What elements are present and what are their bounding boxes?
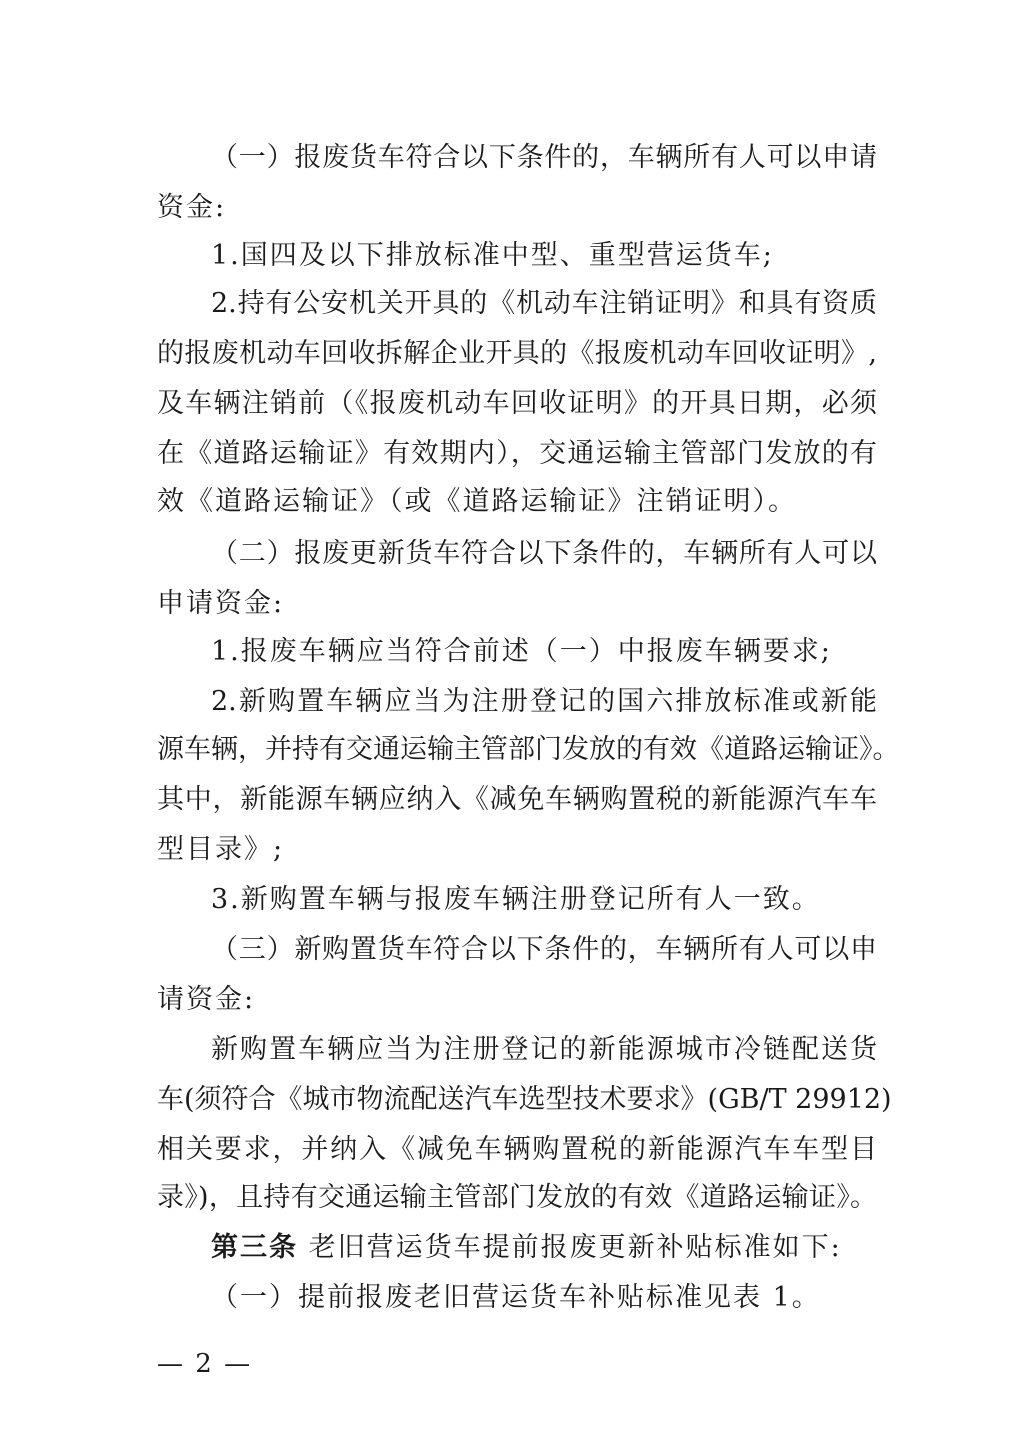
paragraph-line: 请资金:: [157, 984, 256, 1015]
paragraph-line: 效《道路运输证》（或《道路运输证》注销证明）。: [157, 486, 797, 517]
paragraph-line: 的报废机动车回收拆解企业开具的《报废机动车回收证明》,: [157, 338, 877, 369]
paragraph-line: 1.报废车辆应当符合前述（一）中报废车辆要求;: [211, 636, 832, 667]
paragraph-line: 2.新购置车辆应当为注册登记的国六排放标准或新能: [211, 686, 877, 717]
paragraph-line: 3.新购置车辆与报废车辆注册登记所有人一致。: [211, 884, 821, 915]
paragraph-line: 录》)，且持有交通运输主管部门发放的有效《道路运输证》。: [157, 1182, 877, 1213]
paragraph-line: 1.国四及以下排放标准中型、重型营运货车;: [211, 240, 774, 271]
paragraph-line: （一）提前报废老旧营运货车补贴标准见表 1。: [211, 1282, 821, 1313]
article-heading-label: 第三条: [211, 1232, 298, 1263]
paragraph-line: （三）新购置货车符合以下条件的，车辆所有人可以申: [211, 934, 877, 965]
article-heading-text: 老旧营运货车提前报废更新补贴标准如下:: [308, 1232, 842, 1263]
paragraph-line: 车(须符合《城市物流配送汽车选型技术要求》(GB/T 29912): [157, 1084, 892, 1115]
paragraph-line: 资金:: [157, 192, 227, 223]
page-number: — 2 —: [157, 1349, 253, 1379]
paragraph-line: 2.持有公安机关开具的《机动车注销证明》和具有资质: [211, 288, 877, 319]
paragraph-line: （一）报废货车符合以下条件的，车辆所有人可以申请: [211, 142, 877, 173]
paragraph-line: 相关要求，并纳入《减免车辆购置税的新能源汽车车型目: [157, 1134, 877, 1165]
paragraph-line: 及车辆注销前（《报废机动车回收证明》的开具日期，必须: [157, 388, 877, 419]
paragraph-line: 新购置车辆应当为注册登记的新能源城市冷链配送货: [211, 1034, 877, 1065]
paragraph-line: 在《道路运输证》有效期内），交通运输主管部门发放的有: [157, 438, 877, 469]
paragraph-line: 其中，新能源车辆应纳入《减免车辆购置税的新能源汽车车: [157, 784, 877, 815]
paragraph-line: 源车辆，并持有交通运输主管部门发放的有效《道路运输证》。: [157, 734, 900, 765]
article-heading: [211, 1228, 877, 1268]
paragraph-line: 型目录》;: [157, 834, 285, 865]
paragraph-line: 申请资金:: [157, 588, 285, 619]
paragraph-line: （二）报废更新货车符合以下条件的，车辆所有人可以: [211, 538, 877, 569]
